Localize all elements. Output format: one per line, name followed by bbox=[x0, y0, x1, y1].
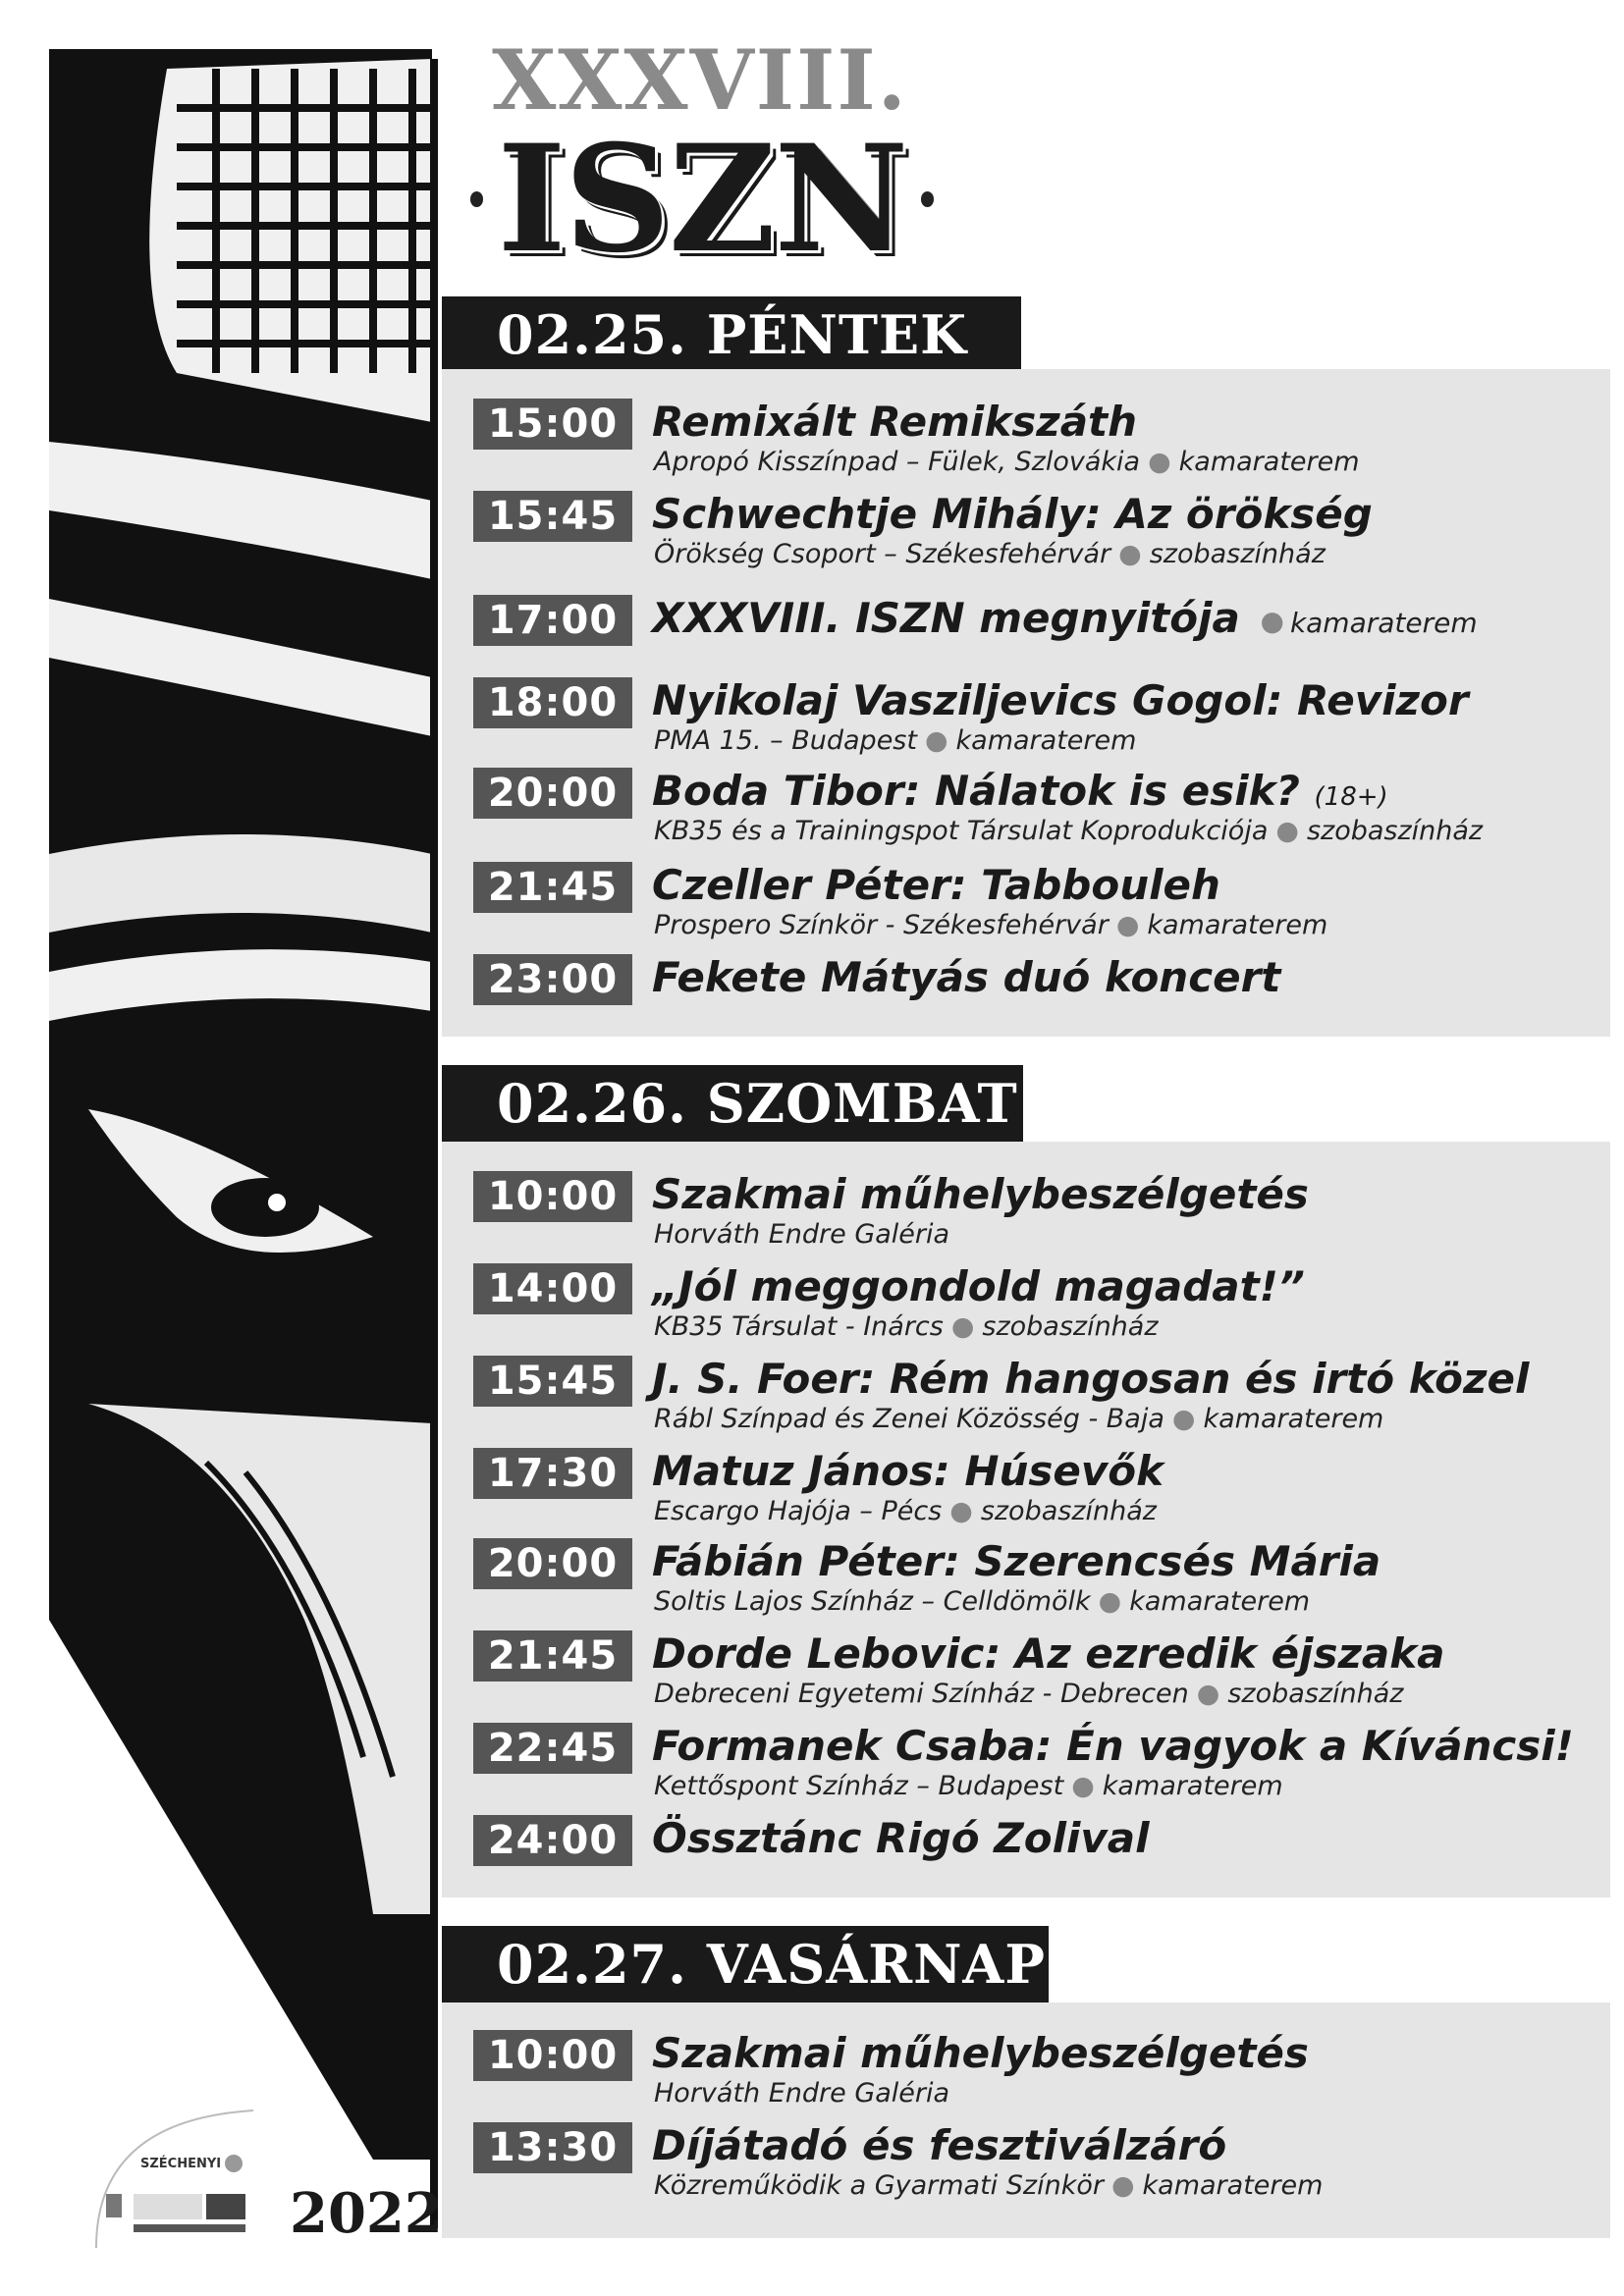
event-time: 14:00 bbox=[473, 1263, 632, 1314]
event-details: Horváth Endre Galéria bbox=[654, 1219, 950, 1250]
event-venue: kamaraterem bbox=[1203, 1404, 1384, 1434]
event-details: Kettőspont Színház – Budapest bbox=[654, 1771, 1064, 1801]
bullet-separator: ● bbox=[1071, 1771, 1095, 1801]
event-title: Remixált Remikszáth bbox=[652, 398, 1138, 446]
event-row bbox=[442, 1171, 1610, 1259]
event-row bbox=[442, 768, 1610, 856]
event-time: 22:45 bbox=[473, 1723, 632, 1774]
day-heading-friday: 02.25. PÉNTEK bbox=[442, 296, 1021, 373]
bullet-separator: ● bbox=[1110, 2170, 1135, 2201]
event-subline bbox=[654, 446, 1360, 479]
event-row bbox=[442, 491, 1610, 579]
event-title-line bbox=[652, 1167, 1309, 1222]
event-time: 10:00 bbox=[473, 1171, 632, 1222]
event-subline bbox=[654, 1218, 949, 1252]
bullet-separator: ● bbox=[950, 1311, 975, 1342]
event-title: Díjátadó és fesztiválzáró bbox=[652, 2121, 1227, 2169]
festival-title: ISZN bbox=[497, 113, 907, 286]
bullet-separator: ● bbox=[1115, 910, 1140, 940]
bullet-separator: ● bbox=[1275, 816, 1299, 846]
bullet-separator: ● bbox=[949, 1496, 973, 1526]
event-venue: kamaraterem bbox=[1289, 607, 1478, 639]
mask-artwork bbox=[49, 49, 442, 2160]
event-details: Rábl Színpad és Zenei Közösség - Baja bbox=[654, 1404, 1164, 1434]
bullet-separator: ● bbox=[1098, 1586, 1122, 1617]
decorative-dot-left bbox=[470, 191, 483, 207]
day-panel-friday bbox=[442, 369, 1610, 1037]
event-subline bbox=[654, 1770, 1283, 1803]
sponsor-logos bbox=[86, 2101, 283, 2258]
event-subline bbox=[654, 2169, 1323, 2203]
event-title-line bbox=[652, 858, 1220, 913]
event-time: 20:00 bbox=[473, 768, 632, 819]
event-subline bbox=[654, 1585, 1310, 1619]
event-details: Soltis Lajos Színház – Celldömölk bbox=[654, 1586, 1091, 1617]
event-row bbox=[442, 1263, 1610, 1352]
event-title-line bbox=[652, 1534, 1380, 1589]
event-title-line bbox=[652, 591, 1478, 651]
event-time: 20:00 bbox=[473, 1538, 632, 1589]
event-title: Schwechtje Mihály: Az örökség bbox=[652, 490, 1373, 538]
event-row bbox=[442, 1538, 1610, 1627]
event-subline bbox=[654, 2077, 949, 2110]
szechenyi-logo-text: SZÉCHENYI bbox=[140, 2157, 222, 2171]
edition-number: XXXVIII. bbox=[492, 31, 908, 129]
event-row bbox=[442, 677, 1610, 766]
event-venue: kamaraterem bbox=[1129, 1586, 1311, 1617]
event-details: KB35 és a Trainingspot Társulat Koprodukciója bbox=[654, 816, 1269, 846]
event-title: Formanek Csaba: Én vagyok a Kíváncsi! bbox=[652, 1722, 1574, 1770]
event-details: Prospero Színkör - Székesfehérvár bbox=[654, 910, 1109, 940]
event-details: PMA 15. – Budapest bbox=[654, 725, 917, 756]
event-row bbox=[442, 1448, 1610, 1536]
event-venue: kamaraterem bbox=[1142, 2170, 1324, 2201]
event-title-line bbox=[652, 1352, 1529, 1407]
event-time: 24:00 bbox=[473, 1815, 632, 1866]
day-panel-sunday bbox=[442, 2002, 1610, 2238]
event-row bbox=[442, 862, 1610, 950]
event-row bbox=[442, 954, 1610, 1042]
bullet-separator: ● bbox=[924, 725, 948, 756]
event-title: Fábián Péter: Szerencsés Mária bbox=[652, 1537, 1381, 1585]
event-title-line bbox=[652, 2118, 1226, 2173]
event-row bbox=[442, 2030, 1610, 2118]
event-title: Boda Tibor: Nálatok is esik? bbox=[652, 767, 1300, 815]
event-time: 23:00 bbox=[473, 954, 632, 1005]
bullet-separator: ● bbox=[1118, 539, 1142, 569]
day-heading-saturday: 02.26. SZOMBAT bbox=[442, 1065, 1023, 1142]
event-title-line bbox=[652, 673, 1469, 728]
event-details: Escargo Hajója – Pécs bbox=[654, 1496, 943, 1526]
event-venue: kamaraterem bbox=[955, 725, 1137, 756]
event-title: „Jól meggondold magadat!” bbox=[652, 1262, 1305, 1310]
event-time: 21:45 bbox=[473, 1630, 632, 1682]
bullet-separator: ● bbox=[1171, 1404, 1196, 1434]
event-subline bbox=[654, 724, 1136, 758]
event-row bbox=[442, 2122, 1610, 2211]
event-row bbox=[442, 1630, 1610, 1719]
event-title: Dorde Lebovic: Az ezredik éjszaka bbox=[652, 1629, 1445, 1678]
event-venue: szobaszínház bbox=[1306, 816, 1484, 846]
event-row bbox=[442, 595, 1610, 683]
event-title: XXXVIII. ISZN megnyitója bbox=[652, 594, 1240, 642]
event-time: 17:30 bbox=[473, 1448, 632, 1499]
bullet-separator: ● bbox=[1260, 604, 1284, 637]
event-row bbox=[442, 1723, 1610, 1811]
event-details: Örökség Csoport – Székesfehérvár bbox=[654, 539, 1111, 569]
decorative-dot-right bbox=[921, 191, 934, 207]
divider-line bbox=[430, 59, 438, 2228]
event-row bbox=[442, 1815, 1610, 1903]
event-title-line bbox=[652, 1259, 1305, 1314]
event-time: 10:00 bbox=[473, 2030, 632, 2081]
event-title: Össztánc Rigó Zolival bbox=[652, 1814, 1150, 1862]
event-title-line bbox=[652, 950, 1280, 1005]
festival-title-row bbox=[457, 113, 947, 286]
day-heading-sunday: 02.27. VASÁRNAP bbox=[442, 1926, 1049, 2002]
event-title-line bbox=[652, 2026, 1309, 2081]
event-venue: szobaszínház bbox=[982, 1311, 1159, 1342]
event-time: 15:00 bbox=[473, 399, 632, 450]
event-title: J. S. Foer: Rém hangosan és irtó közel bbox=[652, 1355, 1530, 1403]
event-subline bbox=[654, 1310, 1159, 1344]
event-title: Szakmai műhelybeszélgetés bbox=[652, 2029, 1309, 2077]
event-venue: kamaraterem bbox=[1178, 447, 1360, 477]
event-subline bbox=[654, 1403, 1383, 1436]
event-time: 15:45 bbox=[473, 1356, 632, 1407]
event-title-line bbox=[652, 1811, 1149, 1866]
bullet-separator: ● bbox=[1148, 447, 1171, 477]
event-details: Debreceni Egyetemi Színház - Debrecen bbox=[654, 1679, 1189, 1709]
event-details: Közreműködik a Gyarmati Színkör bbox=[654, 2170, 1104, 2201]
event-title-line bbox=[652, 1627, 1445, 1682]
event-time: 13:30 bbox=[473, 2122, 632, 2173]
event-title: Nyikolaj Vasziljevics Gogol: Revizor bbox=[652, 676, 1469, 724]
event-details: KB35 Társulat - Inárcs bbox=[654, 1311, 944, 1342]
event-row bbox=[442, 1356, 1610, 1444]
event-subline bbox=[654, 538, 1326, 571]
event-title: Czeller Péter: Tabbouleh bbox=[652, 861, 1220, 909]
event-time: 15:45 bbox=[473, 491, 632, 542]
event-subline bbox=[654, 1678, 1403, 1711]
event-subline bbox=[654, 815, 1483, 848]
event-title: Szakmai műhelybeszélgetés bbox=[652, 1170, 1309, 1218]
event-title: Fekete Mátyás duó koncert bbox=[652, 953, 1281, 1001]
event-title-line bbox=[652, 1444, 1164, 1499]
event-details: Apropó Kisszínpad – Fülek, Szlovákia bbox=[654, 447, 1141, 477]
event-time: 18:00 bbox=[473, 677, 632, 728]
day-panel-saturday bbox=[442, 1142, 1610, 1897]
event-time: 21:45 bbox=[473, 862, 632, 913]
year-label: 2022 bbox=[290, 2181, 443, 2246]
event-title: Matuz János: Húsevők bbox=[652, 1447, 1164, 1495]
event-title-line bbox=[652, 1719, 1574, 1774]
event-venue: kamaraterem bbox=[1102, 1771, 1283, 1801]
event-venue: kamaraterem bbox=[1147, 910, 1328, 940]
event-age-note: (18+) bbox=[1314, 782, 1388, 812]
event-row bbox=[442, 399, 1610, 487]
event-details: Horváth Endre Galéria bbox=[654, 2078, 950, 2109]
event-venue: szobaszínház bbox=[980, 1496, 1157, 1526]
bullet-separator: ● bbox=[1196, 1679, 1220, 1709]
event-venue: szobaszínház bbox=[1149, 539, 1326, 569]
event-title-line bbox=[652, 487, 1373, 542]
event-time: 17:00 bbox=[473, 595, 632, 646]
event-subline bbox=[654, 1495, 1157, 1528]
event-venue: szobaszínház bbox=[1227, 1679, 1404, 1709]
event-title-line bbox=[652, 395, 1137, 450]
event-subline bbox=[654, 909, 1327, 942]
